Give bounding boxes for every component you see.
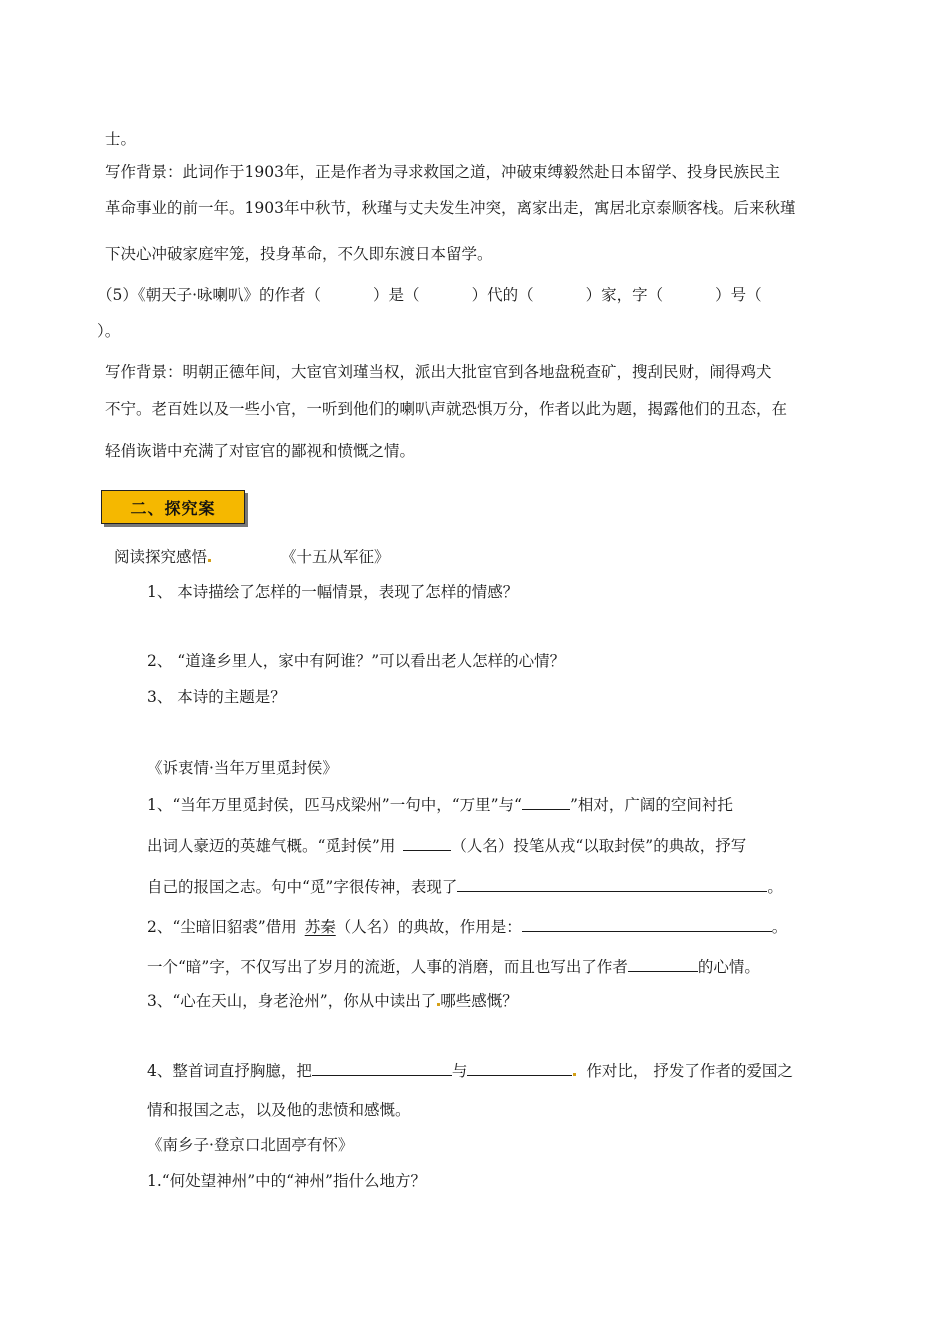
poem-title-nanxiangzi: 《南乡子·登京口北固亭有怀》 bbox=[147, 1136, 354, 1154]
background-5-line-1: 写作背景：明朝正德年间，大宦官刘瑾当权，派出大批宦官到各地盘税查矿，搜刮民财，闹得鸡犬 bbox=[105, 363, 772, 381]
sz-blank-2[interactable] bbox=[403, 833, 451, 851]
sz-question-4-line-1: 4、整首词直抒胸臆，把 与 作对比， 抒发了作者的爱国之 bbox=[147, 1058, 793, 1082]
reading-label: 阅读探究感悟 bbox=[114, 548, 208, 566]
sz-blank-5[interactable] bbox=[628, 954, 698, 972]
background-4-line-3: 下决心冲破家庭牢笼，投身革命，不久即东渡日本留学。 bbox=[105, 245, 493, 263]
section-heading: 二、探究案 bbox=[101, 490, 245, 524]
paragraph-fragment: 士。 bbox=[105, 130, 137, 148]
sz-blank-6[interactable] bbox=[312, 1058, 452, 1076]
sz-blank-7[interactable] bbox=[467, 1058, 572, 1076]
question-shiwu-2: 2、 “道逢乡里人，家中有阿谁？”可以看出老人怎样的心情？ bbox=[147, 652, 566, 670]
question-5-fill bbox=[97, 284, 838, 306]
reading-label-line bbox=[114, 546, 390, 568]
sz-question-4-line-2: 情和报国之志，以及他的悲愤和感慨。 bbox=[147, 1101, 411, 1119]
poem-title-shiwu: 《十五从军征》 bbox=[281, 548, 390, 566]
sz-question-2-line-1: 2、“尘暗旧貂裘”借用 苏秦（人名）的典故，作用是： 。 bbox=[147, 914, 787, 938]
nx-question-1: 1.“何处望神州”中的“神州”指什么地方？ bbox=[147, 1172, 426, 1190]
sz-question-3: 3、“心在天山，身老沧州”，你从中读出了 哪些感慨？ bbox=[147, 992, 518, 1010]
sz-blank-4[interactable] bbox=[522, 914, 772, 932]
q5-part-d: ）家，字（ bbox=[585, 286, 664, 304]
background-5-line-2: 不宁。老百姓以及一些小官，一听到他们的喇叭声就恐惧万分，作者以此为题，揭露他们的丑态，在 bbox=[105, 400, 788, 418]
mark-dot bbox=[573, 1073, 576, 1076]
sz-question-2-line-2: 一个“暗”字，不仅写出了岁月的流逝，人事的消磨，而且也写出了作者 的心情。 bbox=[147, 954, 760, 978]
background-4-line-1: 写作背景：此词作于1903年，正是作者为寻求救国之道，冲破束缚毅然赴日本留学、投身民族民主 bbox=[105, 163, 780, 181]
question-5-end: ）。 bbox=[97, 322, 121, 340]
filled-answer-suqin: 苏秦 bbox=[304, 918, 336, 936]
question-shiwu-1: 1、 本诗描绘了怎样的一幅情景，表现了怎样的情感？ bbox=[147, 583, 519, 601]
sz-blank-1[interactable] bbox=[522, 792, 570, 810]
background-4-line-2: 革命事业的前一年。1903年中秋节，秋瑾与丈夫发生冲突，离家出走，寓居北京泰顺客栈。后来秋瑾 bbox=[105, 199, 796, 217]
q5-part-e: ）号（ bbox=[715, 286, 762, 304]
mark-dot bbox=[208, 559, 211, 562]
q5-part-b: ）是（ bbox=[373, 286, 420, 304]
question-shiwu-3: 3、 本诗的主题是？ bbox=[147, 688, 286, 706]
sz-blank-3[interactable] bbox=[457, 874, 767, 892]
sz-question-1-line-1: 1、“当年万里觅封侯，匹马戍梁州”一句中，“万里”与“ ”相对，广阔的空间衬托 bbox=[147, 792, 733, 816]
sz-question-1-line-2: 出词人豪迈的英雄气概。“觅封侯”用 （人名）投笔从戎“以取封侯”的典故，抒写 bbox=[147, 833, 746, 857]
sz-question-1-line-3: 自己的报国之志。句中“觅”字很传神，表现了 。 bbox=[147, 874, 783, 898]
background-5-line-3: 轻俏诙谐中充满了对宦官的鄙视和愤慨之情。 bbox=[105, 442, 416, 460]
poem-title-suzhongqing: 《诉衷情·当年万里觅封侯》 bbox=[147, 759, 338, 777]
q5-part-a: （5）《朝天子·咏喇叭》的作者（ bbox=[97, 286, 322, 304]
q5-part-c: ）代的（ bbox=[471, 286, 534, 304]
